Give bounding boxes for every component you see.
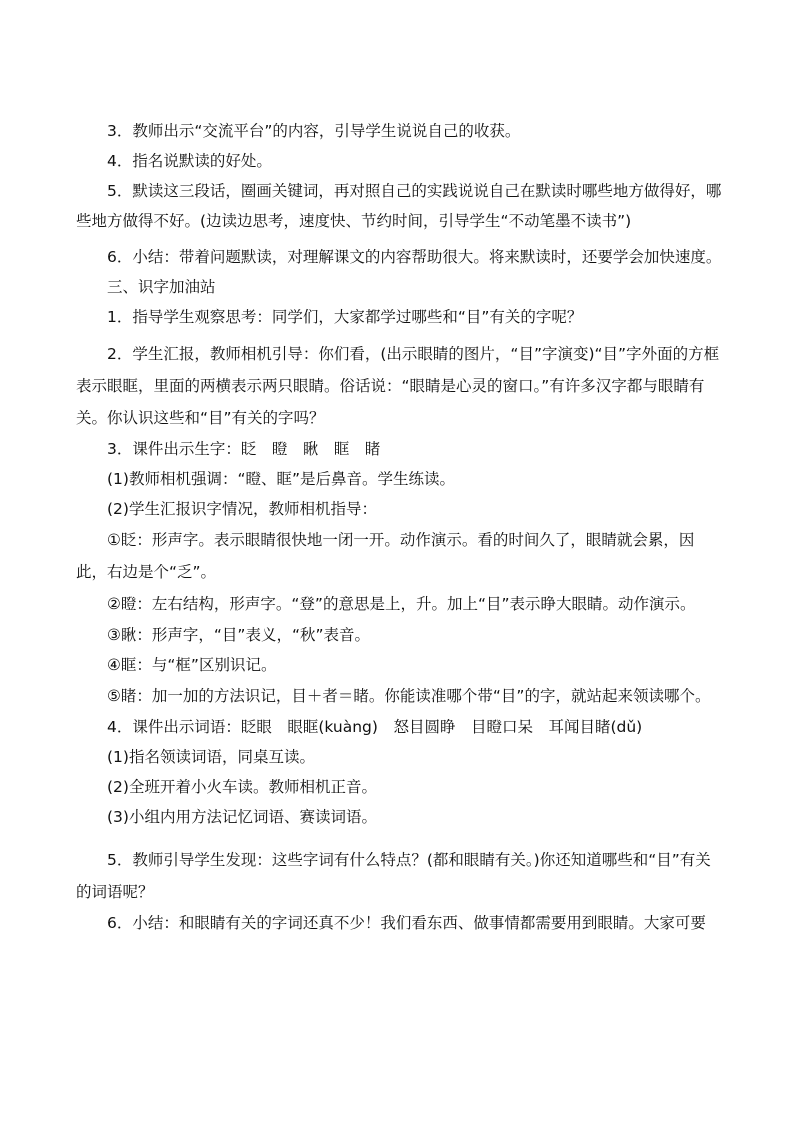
paragraph-step-5-discover: 5．教师引导学生发现：这些字词有什么特点？(都和眼睛有关。)你还知道哪些和“目”有关的词语呢？ (76, 851, 711, 901)
lesson-plan-body (76, 116, 724, 938)
paragraph-words: 4．课件出示词语：眨眼 眼眶(kuàng) 怒目圆睁 目瞪口呆 耳闻目睹(dǔ) (107, 718, 643, 736)
paragraph-step-6-conclusion: 6．小结：和眼睛有关的字词还真不少！我们看东西、做事情都需要用到眼睛。大家可要 (107, 914, 706, 932)
paragraph-step-3: 3．教师出示“交流平台”的内容，引导学生说说自己的收获。 (107, 122, 521, 140)
paragraph-char-zha: ①眨：形声字。表示眼睛很快地一闭一开。动作演示。看的时间久了，眼睛就会累，因此，右边是个“乏”。 (76, 531, 695, 581)
paragraph-step-1: 1．指导学生观察思考：同学们，大家都学过哪些和“目”有关的字呢？ (107, 308, 583, 326)
paragraph-char-deng: ②瞪：左右结构，形声字。“登”的意思是上，升。加上“目”表示睁大眼睛。动作演示。 (107, 595, 696, 613)
paragraph-words-sub-1: (1)指名领读词语，同桌互读。 (107, 748, 315, 766)
paragraph-step-6-summary: 6．小结：带着问题默读，对理解课文的内容帮助很大。将来默读时，还要学会加快速度。 (107, 248, 722, 266)
paragraph-char-kuang: ④眶：与“框”区别识记。 (107, 656, 277, 674)
paragraph-words-sub-3: (3)小组内用方法记忆词语、赛读词语。 (107, 808, 377, 826)
paragraph-words-sub-2: (2)全班开着小火车读。教师相机正音。 (107, 778, 377, 796)
paragraph-step-2: 2．学生汇报，教师相机引导：你们看，(出示眼睛的图片，“目”字演变)“目”字外面的方框表示眼眶，里面的两横表示两只眼睛。俗话说：“眼睛是心灵的窗口。”有许多汉字都与眼睛有关。你认识这些和“目”有关的字吗？ (76, 345, 720, 427)
paragraph-sub-2: (2)学生汇报识字情况，教师相机指导： (107, 500, 377, 518)
paragraph-char-du: ⑤睹：加一加的方法识记，目＋者＝睹。你能读准哪个带“目”的字，就站起来领读哪个。 (107, 687, 711, 705)
section-heading-literacy: 三、识字加油站 (107, 278, 216, 296)
paragraph-new-characters: 3．课件出示生字：眨 瞪 瞅 眶 睹 (107, 440, 381, 458)
paragraph-char-chou: ③瞅：形声字，“目”表义，“秋”表音。 (107, 626, 371, 644)
paragraph-step-4: 4．指名说默读的好处。 (107, 152, 272, 170)
paragraph-sub-1: (1)教师相机强调：“瞪、眶”是后鼻音。学生练读。 (107, 470, 456, 488)
paragraph-step-5: 5．默读这三段话，圈画关键词，再对照自己的实践说说自己在默读时哪些地方做得好，哪些地方做得不好。(边读边思考，速度快、节约时间，引导学生“不动笔墨不读书”) (76, 182, 722, 230)
